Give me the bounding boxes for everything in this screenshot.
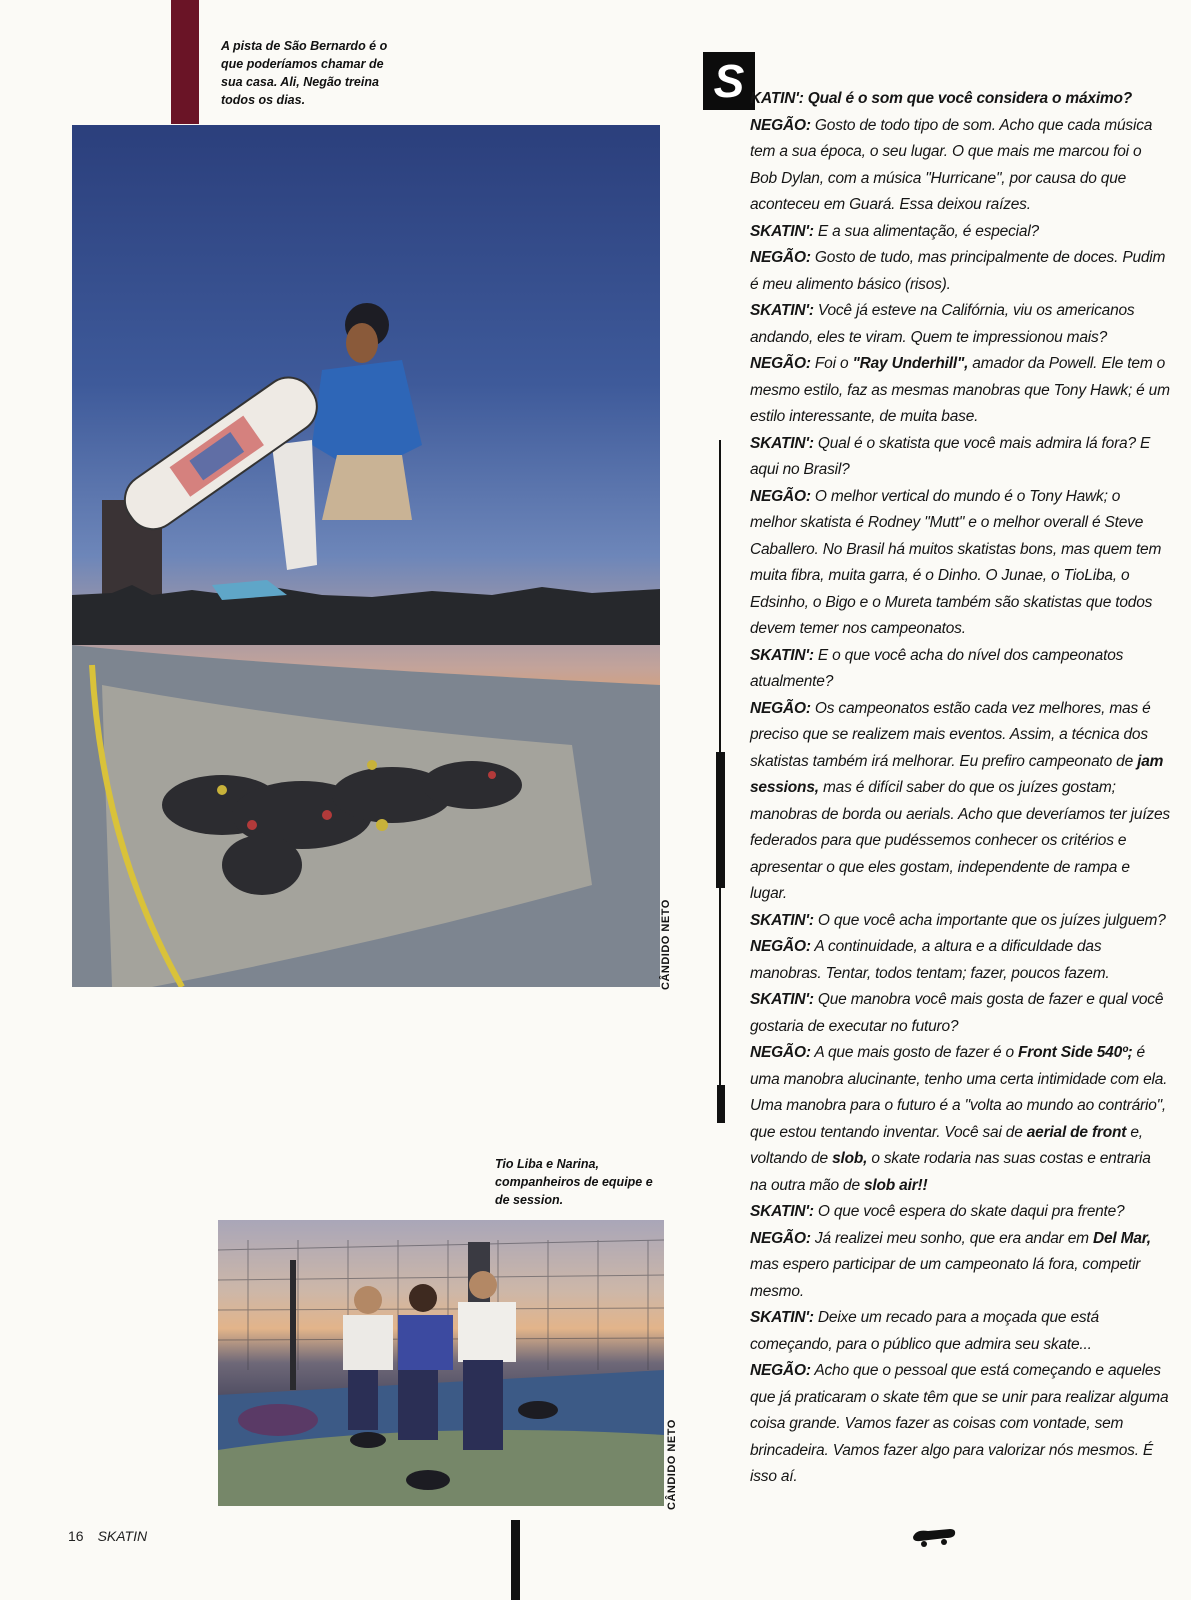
interview-question <box>750 1199 1170 1226</box>
speaker-label: SKATIN': <box>750 911 814 929</box>
photo-caption-bottom: Tio Liba e Narina, companheiros de equipe e de session. <box>495 1157 653 1207</box>
interview-text <box>750 86 1170 1491</box>
magazine-name: SKATIN <box>97 1528 148 1544</box>
speaker-label: NEGÃO: <box>750 699 811 717</box>
interview-answer <box>750 245 1170 298</box>
body-text: A continuidade, a altura e a dificuldade das manobras. Tentar, todos tentam; fazer, poucos fazem. <box>750 938 1110 982</box>
column-rule-thick-lower <box>717 1085 725 1123</box>
interview-question <box>750 1305 1170 1358</box>
folio <box>68 1528 147 1544</box>
speaker-label: NEGÃO: <box>750 1044 811 1061</box>
speaker-label: NEGÃO: <box>750 116 811 134</box>
emphasis-text: slob air!! <box>864 1176 928 1194</box>
body-text: E a sua alimentação, é especial? <box>813 222 1039 240</box>
body-text: Foi o <box>810 355 853 372</box>
body-text: Acho que o pessoal que está começando e aqueles que já praticaram o skate têm que se unir para realizar alguma coisa grande. Vamos fazer as coisas com vontade, sem brincadeira. Vamos fazer algo para valorizar nós mesmos. É isso aí. <box>750 1362 1169 1485</box>
speaker-label: NEGÃO: <box>750 1229 811 1247</box>
speaker-label: NEGÃO: <box>750 1362 811 1379</box>
body-text: o skate rodaria nas suas costas e entraria na outra mão de <box>750 1150 1151 1194</box>
interview-question <box>750 643 1170 696</box>
column-rule-thick <box>716 752 725 888</box>
body-text: e, voltando de <box>750 1123 1143 1167</box>
interview-question <box>750 298 1170 351</box>
speaker-label: SKATIN': <box>750 222 814 240</box>
skater-aerial-photo <box>72 125 660 987</box>
speaker-label: SKATIN': <box>750 991 814 1008</box>
emphasis-text: Del Mar, <box>1092 1229 1151 1247</box>
emphasis-text: jam sessions, <box>750 752 1164 796</box>
speaker-label: NEGÃO: <box>750 249 811 266</box>
body-text: A que mais gosto de fazer é o <box>810 1044 1019 1061</box>
speaker-label: NEGÃO: <box>750 487 811 505</box>
emphasis-text: aerial de front <box>1026 1123 1127 1141</box>
body-text: mas espero participar de um campeonato lá fora, competir mesmo. <box>750 1256 1141 1300</box>
dropcap: S <box>703 52 755 110</box>
body-text: é uma manobra alucinante, tenho uma certa intimidade com ela. Uma manobra para o futuro é a "volta ao mundo ao contrário", que estou tentando inventar. Você sai de <box>750 1044 1168 1141</box>
team-photo <box>218 1220 664 1506</box>
speaker-label: SKATIN': <box>750 434 814 452</box>
body-text: Já realizei meu sonho, que era andar em <box>810 1229 1093 1247</box>
maroon-accent-bar <box>171 0 199 124</box>
photo-credit-2: CÂNDIDO NETO <box>666 1419 678 1510</box>
team-illustration <box>218 1220 664 1506</box>
body-text: E o que você acha do nível dos campeonatos atualmente? <box>750 646 1124 690</box>
bottom-rule <box>511 1520 520 1600</box>
skateboard-end-icon <box>910 1525 958 1549</box>
speaker-label: NEGÃO: <box>750 938 811 955</box>
body-text: O que você espera do skate daqui pra frente? <box>813 1203 1125 1220</box>
interview-answer <box>750 1226 1170 1306</box>
interview-answer <box>750 351 1170 431</box>
body-text: Você já esteve na Califórnia, viu os americanos andando, eles te viram. Quem te impressionou mais? <box>750 302 1135 346</box>
photo-caption-top: A pista de São Bernardo é o que poderíamos chamar de sua casa. Ali, Negão treina todos os dias. <box>221 39 388 107</box>
interview-question <box>750 219 1170 246</box>
body-text: amador da Powell. Ele tem o mesmo estilo, faz as mesmas manobras que Tony Hawk; é um estilo interessante, de muita base. <box>750 355 1170 425</box>
interview-answer <box>750 1040 1170 1199</box>
interview-answer <box>750 113 1170 219</box>
interview-answer <box>750 934 1170 987</box>
speaker-label: SKATIN': <box>750 302 814 319</box>
interview-question <box>750 987 1170 1040</box>
skatepark-illustration <box>72 125 660 987</box>
speaker-label: NEGÃO: <box>750 355 811 372</box>
interview-question <box>750 908 1170 935</box>
interview-question <box>750 431 1170 484</box>
interview-answer <box>750 484 1170 643</box>
emphasis-text: Front Side 540º; <box>1018 1044 1133 1061</box>
speaker-label: SKATIN': <box>750 1203 814 1220</box>
body-text: Que manobra você mais gosta de fazer e qual você gostaria de executar no futuro? <box>750 991 1164 1035</box>
body-text: mas é difícil saber do que os juízes gostam; manobras de borda ou aerials. Acho que deveríamos ter juízes federados para que pudéssemos conhecer os critérios e apresentar o que eles gostam, independente de rampa e lugar. <box>750 779 1170 902</box>
body-text: Qual é o skatista que você mais admira lá fora? E aqui no Brasil? <box>750 434 1151 478</box>
body-text: Gosto de tudo, mas principalmente de doces. Pudim é meu alimento básico (risos). <box>750 249 1166 293</box>
body-text: Gosto de todo tipo de som. Acho que cada música tem a sua época, o seu lugar. O que mais me marcou foi o Bob Dylan, com a música "Hurricane", por causa do que aconteceu em Guará. Essa deixou raízes. <box>750 116 1153 213</box>
emphasis-text: "Ray Underhill", <box>852 355 969 372</box>
body-text: Deixe um recado para a moçada que está começando, para o público que admira seu skate... <box>750 1309 1099 1353</box>
photo-credit-1: CÂNDIDO NETO <box>660 899 672 990</box>
body-text: O melhor vertical do mundo é o Tony Hawk; o melhor skatista é Rodney "Mutt" e o melhor overall é Steve Caballero. No Brasil há muitos skatistas bons, mas quem tem muita fibra, muita garra, é o Dinho. O Junae, o TioLiba, o Edsinho, o Bigo e o Mureta também são skatistas que todos devem temer nos campeonatos. <box>750 487 1162 637</box>
speaker-label: SKATIN': <box>750 646 814 664</box>
first-question: KATIN': Qual é o som que você considera o máximo? <box>750 90 1133 107</box>
interview-answer <box>750 1358 1170 1491</box>
interview-answer <box>750 696 1170 908</box>
page-number: 16 <box>68 1528 84 1544</box>
emphasis-text: slob, <box>832 1150 868 1167</box>
body-text: Os campeonatos estão cada vez melhores, mas é preciso que se realizem mais eventos. Assim, a técnica dos skatistas também irá melhorar. Eu prefiro campeonato de <box>750 699 1151 770</box>
body-text: O que você acha importante que os juízes julguem? <box>813 911 1166 929</box>
speaker-label: SKATIN': <box>750 1309 814 1326</box>
